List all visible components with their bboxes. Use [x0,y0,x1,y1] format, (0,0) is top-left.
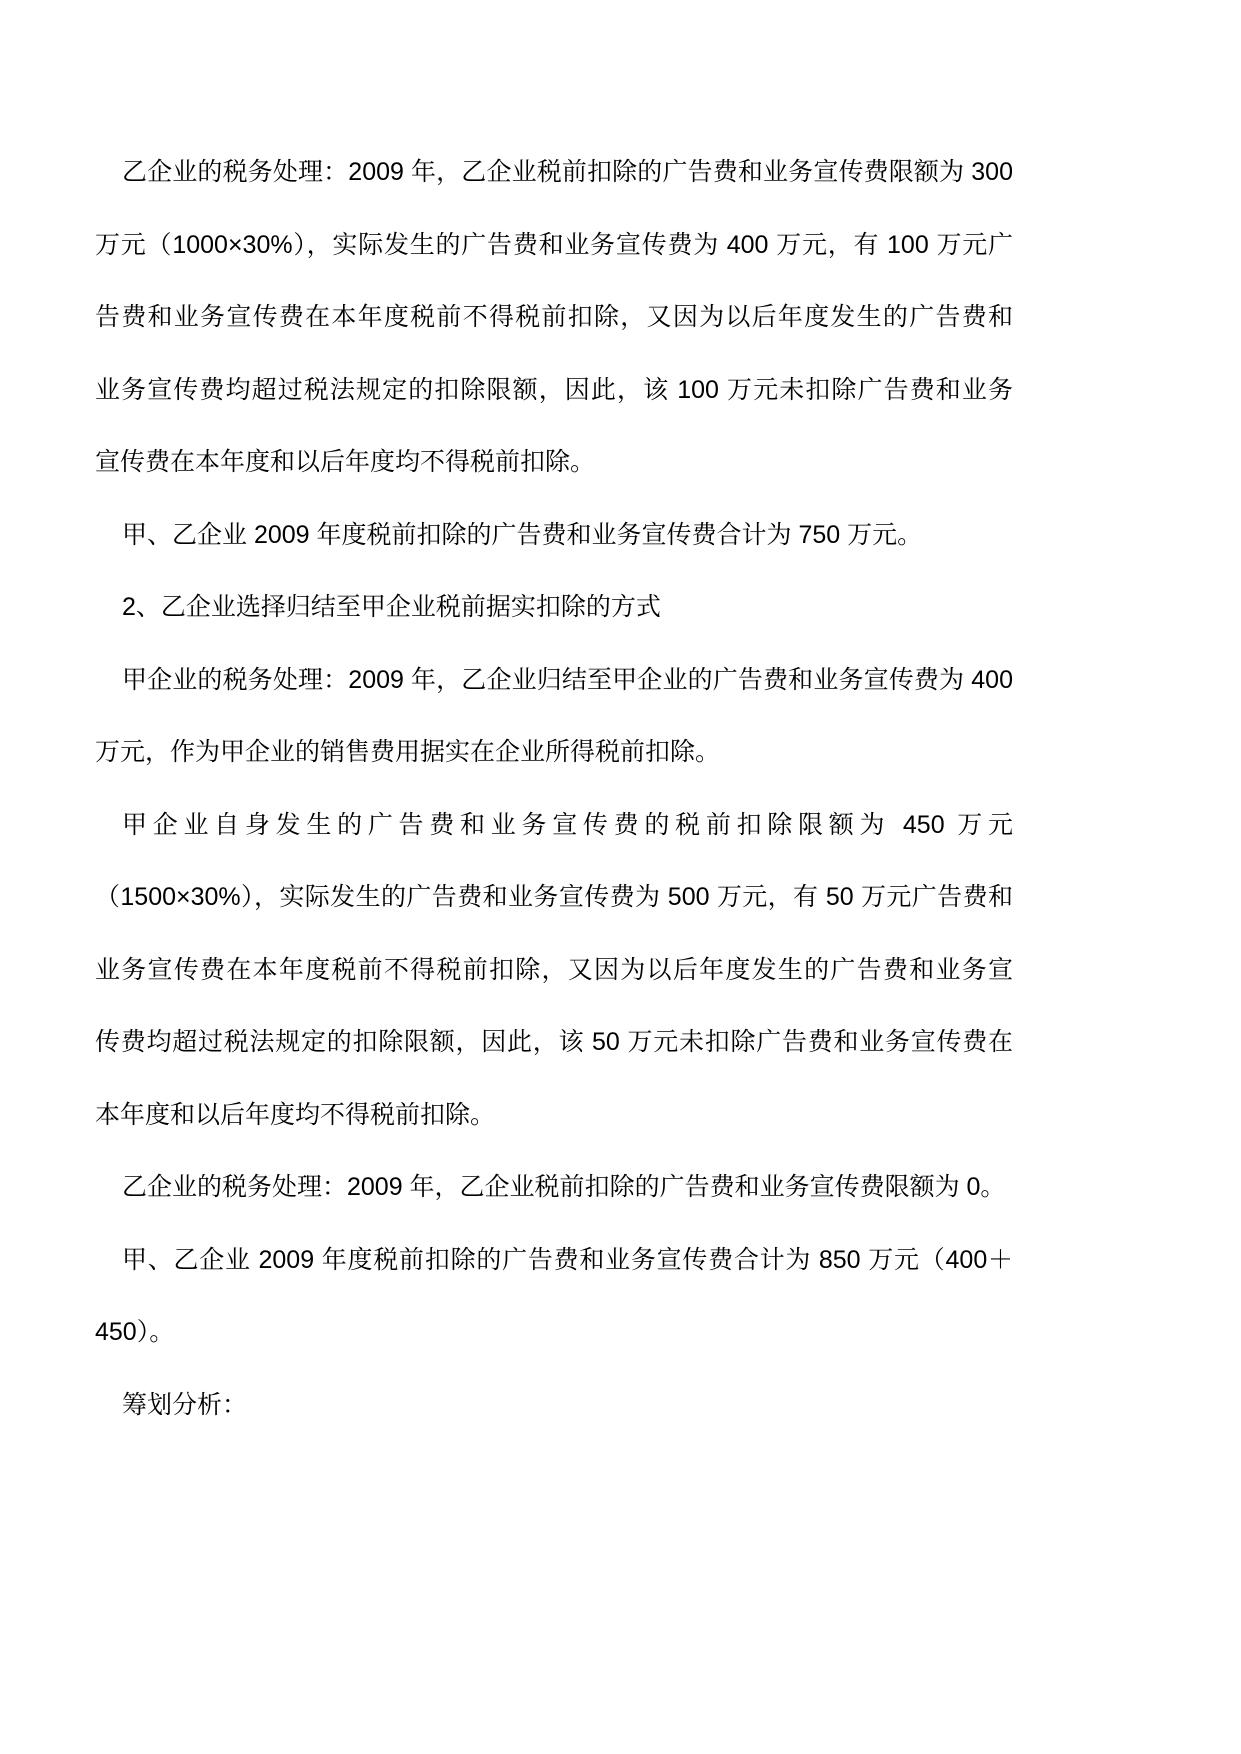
paragraph-line: 业务宣传费在本年度税前不得税前扣除，又因为以后年度发生的广告费和业务宣 [95,955,1013,984]
section-heading: 2、乙企业选择归结至甲企业税前据实扣除的方式 [122,593,661,621]
paragraph-line: 宣传费在本年度和以后年度均不得税前扣除。 [95,448,596,476]
paragraph-line: 本年度和以后年度均不得税前扣除。 [95,1100,496,1129]
section-heading-analysis [95,1369,1013,1442]
paragraph-line: 乙企业的税务处理：2009 年，乙企业税前扣除的广告费和业务宣传费限额为 300 [122,158,1013,186]
paragraph-jia-own-expenses [95,789,1013,1152]
paragraph-line: 甲、乙企业 2009 年度税前扣除的广告费和业务宣传费合计为 750 万元。 [122,520,923,549]
section-heading-option-2 [95,571,1013,644]
paragraph-line: 甲企业的税务处理：2009 年，乙企业归结至甲企业的广告费和业务宣传费为 400 [122,665,1013,694]
paragraph-line: 万元，作为甲企业的销售费用据实在企业所得税前扣除。 [95,738,721,766]
section-heading: 筹划分析： [122,1390,248,1419]
paragraph-line: 告费和业务宣传费在本年度税前不得税前扣除，又因为以后年度发生的广告费和 [95,303,1013,331]
paragraph-total-750 [95,499,1013,572]
paragraph-line: 传费均超过税法规定的扣除限额，因此，该 50 万元未扣除广告费和业务宣传费在 [95,1028,1013,1056]
paragraph-line: 万元（1000×30%），实际发生的广告费和业务宣传费为 400 万元，有 100 万元广 [95,230,1013,259]
paragraph-yi-tax-treatment [95,136,1013,499]
paragraph-line: 业务宣传费均超过税法规定的扣除限额，因此，该 100 万元未扣除广告费和业务 [95,375,1013,404]
paragraph-line: 甲、乙企业 2009 年度税前扣除的广告费和业务宣传费合计为 850 万元（400＋ [122,1245,1013,1274]
paragraph-line: 甲企业自身发生的广告费和业务宣传费的税前扣除限额为 450 万元 [122,810,1013,839]
paragraph-line: （1500×30%），实际发生的广告费和业务宣传费为 500 万元，有 50 万元广告费和 [95,883,1013,911]
paragraph-line: 乙企业的税务处理：2009 年，乙企业税前扣除的广告费和业务宣传费限额为 0。 [122,1173,1006,1201]
paragraph-total-850 [95,1224,1013,1369]
document-page [95,136,1013,1441]
paragraph-yi-tax-treatment-zero [95,1151,1013,1224]
paragraph-line: 450）。 [95,1318,175,1346]
paragraph-jia-tax-treatment [95,644,1013,789]
